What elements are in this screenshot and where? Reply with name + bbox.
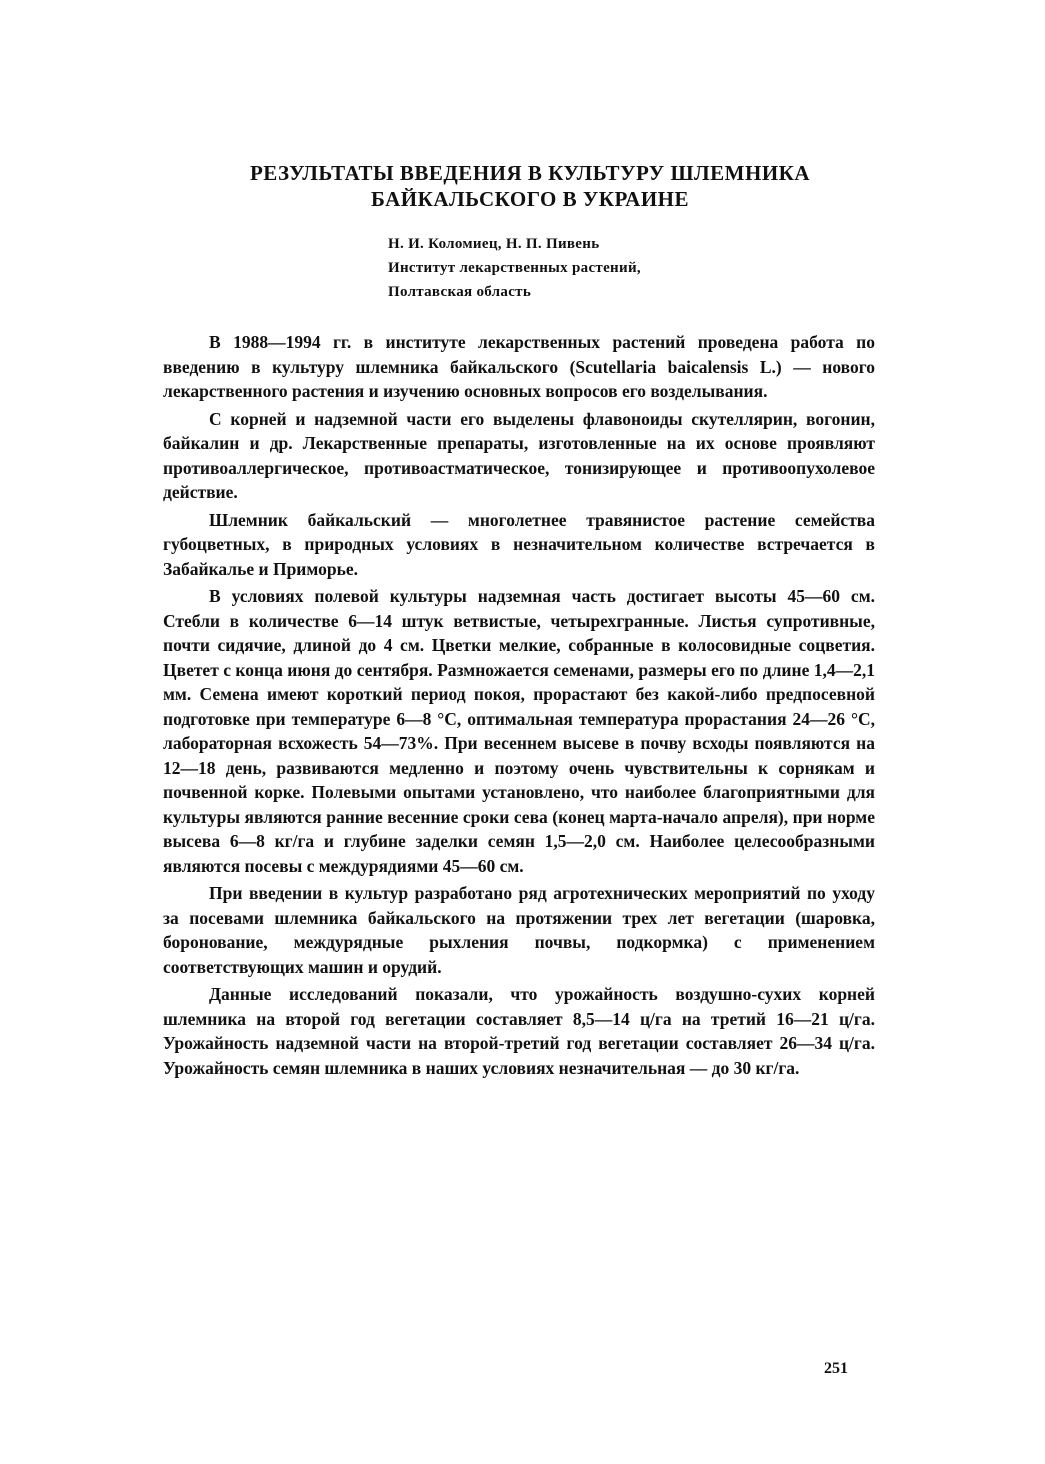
paragraph: С корней и надземной части его выделены флавоноиды скутеллярин, вогонин, байкалин и др. Лекарственные препараты, изготовленные на их основе проявляют противоаллергическое, противоастматическое, тонизирующее и противоопухолевое действие.	[163, 408, 875, 502]
author-block	[388, 232, 868, 304]
paragraph: В условиях полевой культуры надземная часть достигает высоты 45—60 см. Стебли в количестве 6—14 штук ветвистые, четырехгранные. Листья супротивные, почти сидячие, длиной до 4 см. Цветки мелкие, собранные в колосовидные соцветия. Цветет с конца июня до сентября. Размножается семенами, размеры его по длине 1,4—2,1 мм. Семена имеют короткий период покоя, прорастают без какой-либо предпосевной подготовке при температуре 6—8 °С, оптимальная температура прорастания 24—26 °С, лабораторная всхожесть 54—73%. При весеннем высеве в почву всходы появляются на 12—18 день, развиваются медленно и поэтому очень чувствительны к сорнякам и почвенной корке. Полевыми опытами установлено, что наиболее благоприятными для культуры являются ранние весенние сроки сева (конец марта-начало апреля), при норме высева 6—8 кг/га и глубине заделки семян 1,5—2,0 см. Наиболее целесообразными являются посевы с междурядиями 45—60 см.	[163, 586, 875, 876]
author-names: Н. И. Коломиец, Н. П. Пивень	[388, 236, 600, 252]
author-region: Полтавская область	[388, 284, 532, 300]
article-title	[160, 160, 900, 212]
author-institute: Институт лекарственных растений,	[388, 260, 641, 276]
title-line-2: БАЙКАЛЬСКОГО В УКРАИНЕ	[370, 187, 689, 211]
paragraph: В 1988—1994 гг. в институте лекарственных растений проведена работа по введению в культуру шлемника байкальского (Scutellaria baicalensis L.) — нового лекарственного растения и изучению основных вопросов его возделывания.	[163, 332, 875, 401]
paragraph: При введении в культур разработано ряд агротехнических мероприятий по уходу за посевами шлемника байкальского на протяжении трех лет вегетации (шаровка, боронование, междурядные рыхления почвы, подкормка) с применением соответствующих машин и орудий.	[163, 883, 875, 977]
page-number: 251	[824, 1360, 848, 1377]
title-line-1: РЕЗУЛЬТАТЫ ВВЕДЕНИЯ В КУЛЬТУРУ ШЛЕМНИКА	[249, 161, 811, 185]
paragraph: Шлемник байкальский — многолетнее травянистое растение семейства губоцветных, в природных условиях в незначительном количестве встречается в Забайкалье и Приморье.	[163, 509, 875, 579]
article-body	[163, 330, 875, 1083]
paragraph: Данные исследований показали, что урожайность воздушно-сухих корней шлемника на второй год вегетации составляет 8,5—14 ц/га на третий 16—21 ц/га. Урожайность надземной части на второй-третий год вегетации составляет 26—34 ц/га. Урожайность семян шлемника в наших условиях незначительная — до 30 кг/га.	[163, 984, 875, 1078]
